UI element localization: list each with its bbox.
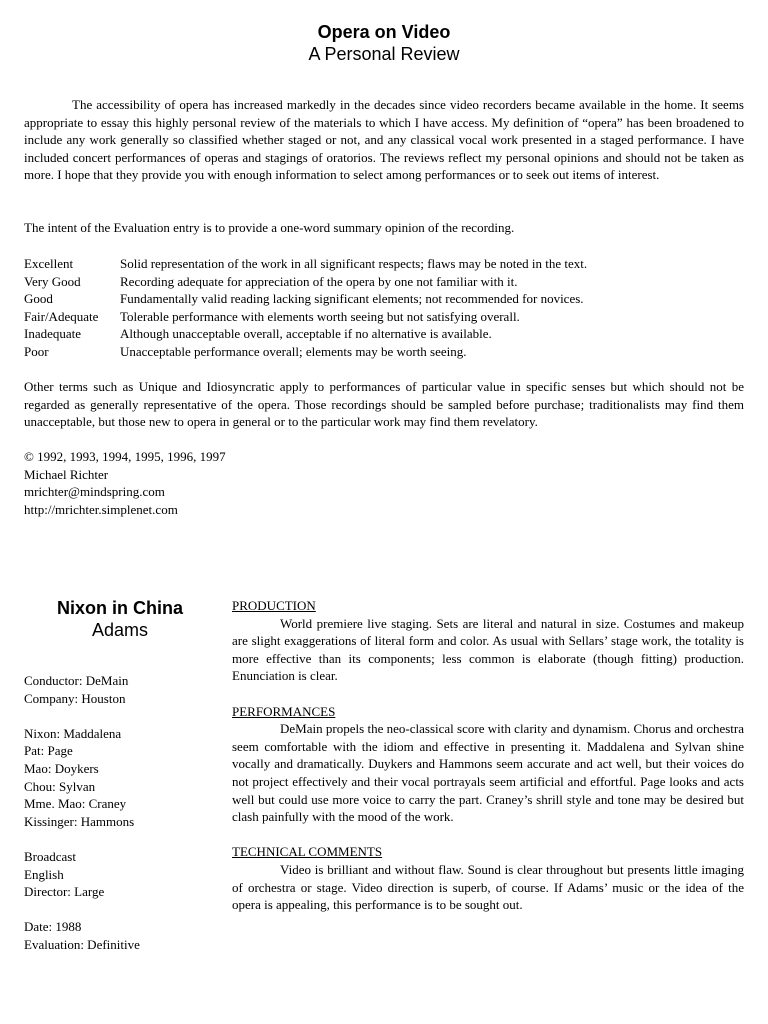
- review-metadata: [24, 672, 224, 954]
- rating-row: [24, 255, 744, 273]
- review-sections: [232, 597, 744, 914]
- review-opera-title: Nixon in China: [57, 598, 183, 618]
- evaluation: Evaluation: Definitive: [24, 936, 140, 952]
- page-title: Opera on Video: [317, 22, 451, 42]
- rating-row: [24, 273, 744, 291]
- review-composer: Adams: [91, 620, 149, 640]
- rating-description: Unacceptable performance overall; elements may be worth seeing.: [120, 343, 467, 359]
- cast-member: Chou: Sylvan: [24, 778, 96, 794]
- conductor: Conductor: DeMain: [24, 673, 129, 688]
- intro-paragraph: The accessibility of opera has increased markedly in the decades since video recorders became available in the home. It seems appropriate to essay this highly personal review of the materials to which I have access. My definition of “opera” has been broadened to include any work generally so classified whether staged or not, and any classical vocal work presented in a staged performance. I have included concert performances of operas and stagings of oratorios. The reviews reflect my personal opinions and should not be taken as more. I hope that they provide you with enough information to select among performances or to seek out items of interest.: [24, 97, 744, 183]
- director: Director: Large: [24, 884, 105, 900]
- language: English: [24, 866, 64, 882]
- rating-term: Poor: [24, 343, 49, 359]
- evaluation-intent-paragraph: The intent of the Evaluation entry is to provide a one-word summary opinion of the recording.: [24, 220, 515, 235]
- cast-member: Nixon: Maddalena: [24, 725, 122, 741]
- rating-row: [24, 343, 744, 361]
- rating-term: Good: [24, 291, 53, 307]
- cast-member: Mme. Mao: Craney: [24, 796, 127, 812]
- rating-term: Very Good: [24, 273, 81, 289]
- section-heading-production: PRODUCTION: [232, 598, 316, 613]
- cast-member: Kissinger: Hammons: [24, 813, 135, 829]
- rating-description: Solid representation of the work in all significant respects; flaws may be noted in the text.: [120, 256, 588, 271]
- section-body-technical: Video is brilliant and without flaw. Sound is clear throughout but presents little imaging of orchestra or stage. Video direction is superb, of course. If Adams’ music or the idea of the opera is appealing, this performance is to be sought out.: [232, 861, 744, 913]
- author-email: mrichter@mindspring.com: [24, 484, 165, 500]
- cast-member: Pat: Page: [24, 743, 73, 759]
- rating-description: Recording adequate for appreciation of the opera by one not familiar with it.: [120, 273, 518, 289]
- section-body-performances: DeMain propels the neo-classical score with clarity and dynamism. Chorus and orchestra seem comfortable with the idiom and effective in presenting it. Maddalena and Sylvan shine vocally and dramatically. Duykers and Hammons seem accurate and act well, but their voices do not project effectively and their vocal portrayals seem artificial and effortful. Page looks and acts well but could use more voice to carry the part. Craney’s shrill style and tone may be desired but clash painfully with the mood of the work.: [232, 721, 744, 825]
- author-url: http://mrichter.simplenet.com: [24, 501, 178, 517]
- rating-term: Inadequate: [24, 326, 82, 342]
- section-body-production: World premiere live staging. Sets are literal and natural in size. Costumes and makeup are slight exaggerations of literal form and color. As usual with Sellars’ stage work, the totality is more effective than its components; less common is elaborate (though fitting) production. Enunciation is clear.: [232, 615, 744, 684]
- format: Broadcast: [24, 848, 76, 864]
- company: Company: Houston: [24, 690, 126, 706]
- credits-block: [24, 448, 424, 518]
- date: Date: 1988: [24, 919, 82, 935]
- rating-row: [24, 325, 744, 343]
- rating-term: Fair/Adequate: [24, 308, 99, 324]
- copyright-line: © 1992, 1993, 1994, 1995, 1996, 1997: [24, 449, 226, 464]
- other-terms-paragraph: Other terms such as Unique and Idiosyncratic apply to performances of particular value in specific senses but which should not be regarded as generally representative of the opera. Those recordings should be sampled before purchase; traditionalists may find them unacceptable, but those new to opera in general or to the particular work may find them revelatory.: [24, 379, 744, 430]
- rating-legend: [24, 255, 744, 361]
- rating-row: [24, 308, 744, 326]
- cast-member: Mao: Doykers: [24, 760, 99, 776]
- rating-description: Tolerable performance with elements worth seeing but not satisfying overall.: [120, 308, 520, 324]
- section-heading-performances: PERFORMANCES: [232, 703, 336, 719]
- rating-description: Although unacceptable overall, acceptable if no alternative is available.: [120, 326, 492, 342]
- rating-term: Excellent: [24, 256, 74, 271]
- rating-row: [24, 290, 744, 308]
- page-subtitle: A Personal Review: [308, 44, 460, 64]
- rating-description: Fundamentally valid reading lacking significant elements; not recommended for novices.: [120, 291, 584, 307]
- author-name: Michael Richter: [24, 466, 109, 482]
- section-heading-technical: TECHNICAL COMMENTS: [232, 844, 383, 860]
